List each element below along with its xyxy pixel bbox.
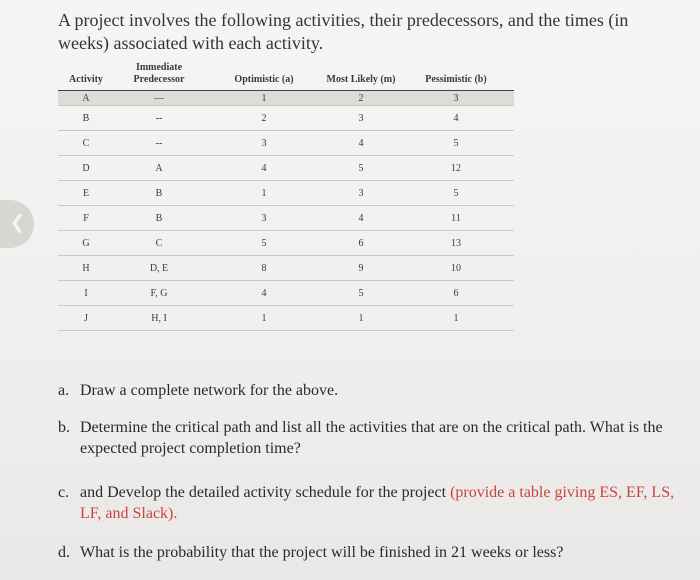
cell-activity: I [58,281,114,306]
cell-pessimistic: 11 [398,206,514,231]
table-row [58,206,514,231]
cell-optimistic: 8 [204,256,324,281]
table-row [58,156,514,181]
cell-most-likely: 3 [324,106,398,131]
question-d-label: d. [58,544,70,561]
table-row [58,131,514,156]
cell-predecessor: -- [114,131,204,156]
cell-optimistic: 1 [204,306,324,331]
header-activity: Activity [58,62,114,91]
cell-predecessor: — [114,91,204,106]
cell-activity: D [58,156,114,181]
activity-table [58,62,514,331]
cell-pessimistic: 1 [398,306,514,331]
cell-activity: E [58,181,114,206]
cell-most-likely: 1 [324,306,398,331]
cell-pessimistic: 6 [398,281,514,306]
question-c-red-text: (provide a table giving ES, EF, LS, LF, and Slack). [80,484,675,522]
cell-pessimistic: 12 [398,156,514,181]
cell-pessimistic: 5 [398,181,514,206]
question-a-text: Draw a complete network for the above. [80,382,339,399]
table-row [58,231,514,256]
chevron-left-icon: ❮ [10,212,26,233]
cell-pessimistic: 10 [398,256,514,281]
cell-predecessor: D, E [114,256,204,281]
question-a [58,380,678,401]
question-a-label: a. [58,382,70,399]
cell-optimistic: 3 [204,206,324,231]
cell-predecessor: H, I [114,306,204,331]
table-row [58,181,514,206]
cell-most-likely: 5 [324,156,398,181]
header-optimistic: Optimistic (a) [204,62,324,91]
cell-optimistic: 4 [204,156,324,181]
cell-optimistic: 3 [204,131,324,156]
cell-most-likely: 4 [324,206,398,231]
header-most-likely: Most Likely (m) [324,62,398,91]
cell-predecessor: B [114,181,204,206]
cell-activity: H [58,256,114,281]
table-row [58,91,514,106]
cell-pessimistic: 4 [398,106,514,131]
intro-text: A project involves the following activities, their predecessors, and the times (in weeks) associated with each activity. [58,10,629,53]
cell-most-likely: 6 [324,231,398,256]
cell-optimistic: 1 [204,91,324,106]
table-header-row [58,62,514,91]
question-c-body [80,482,678,524]
cell-most-likely: 4 [324,131,398,156]
cell-predecessor: C [114,231,204,256]
question-b-text: Determine the critical path and list all the activities that are on the critical path. What is the expected project completion time? [80,419,663,457]
table-row [58,281,514,306]
question-c [58,482,678,524]
cell-activity: F [58,206,114,231]
cell-pessimistic: 13 [398,231,514,256]
question-c-text: and Develop the detailed activity schedule for the project [80,484,447,501]
cell-optimistic: 1 [204,181,324,206]
cell-activity: J [58,306,114,331]
cell-optimistic: 4 [204,281,324,306]
table-row [58,256,514,281]
question-c-label: c. [58,484,70,501]
prev-page-button[interactable] [0,200,34,248]
table-row [58,306,514,331]
cell-pessimistic: 3 [398,91,514,106]
question-d [58,542,678,563]
cell-pessimistic: 5 [398,131,514,156]
question-b-label: b. [58,419,70,436]
cell-activity: C [58,131,114,156]
cell-activity: G [58,231,114,256]
cell-optimistic: 2 [204,106,324,131]
cell-most-likely: 3 [324,181,398,206]
cell-predecessor: F, G [114,281,204,306]
cell-most-likely: 2 [324,91,398,106]
header-predecessor: Immediate Predecessor [114,62,204,91]
cell-activity: B [58,106,114,131]
cell-activity: A [58,91,114,106]
question-b [58,417,678,459]
table-row [58,106,514,131]
cell-predecessor: -- [114,106,204,131]
cell-most-likely: 9 [324,256,398,281]
cell-predecessor: A [114,156,204,181]
header-pessimistic: Pessimistic (b) [398,62,514,91]
cell-optimistic: 5 [204,231,324,256]
question-d-text: What is the probability that the project will be finished in 21 weeks or less? [80,544,564,561]
cell-most-likely: 5 [324,281,398,306]
cell-predecessor: B [114,206,204,231]
